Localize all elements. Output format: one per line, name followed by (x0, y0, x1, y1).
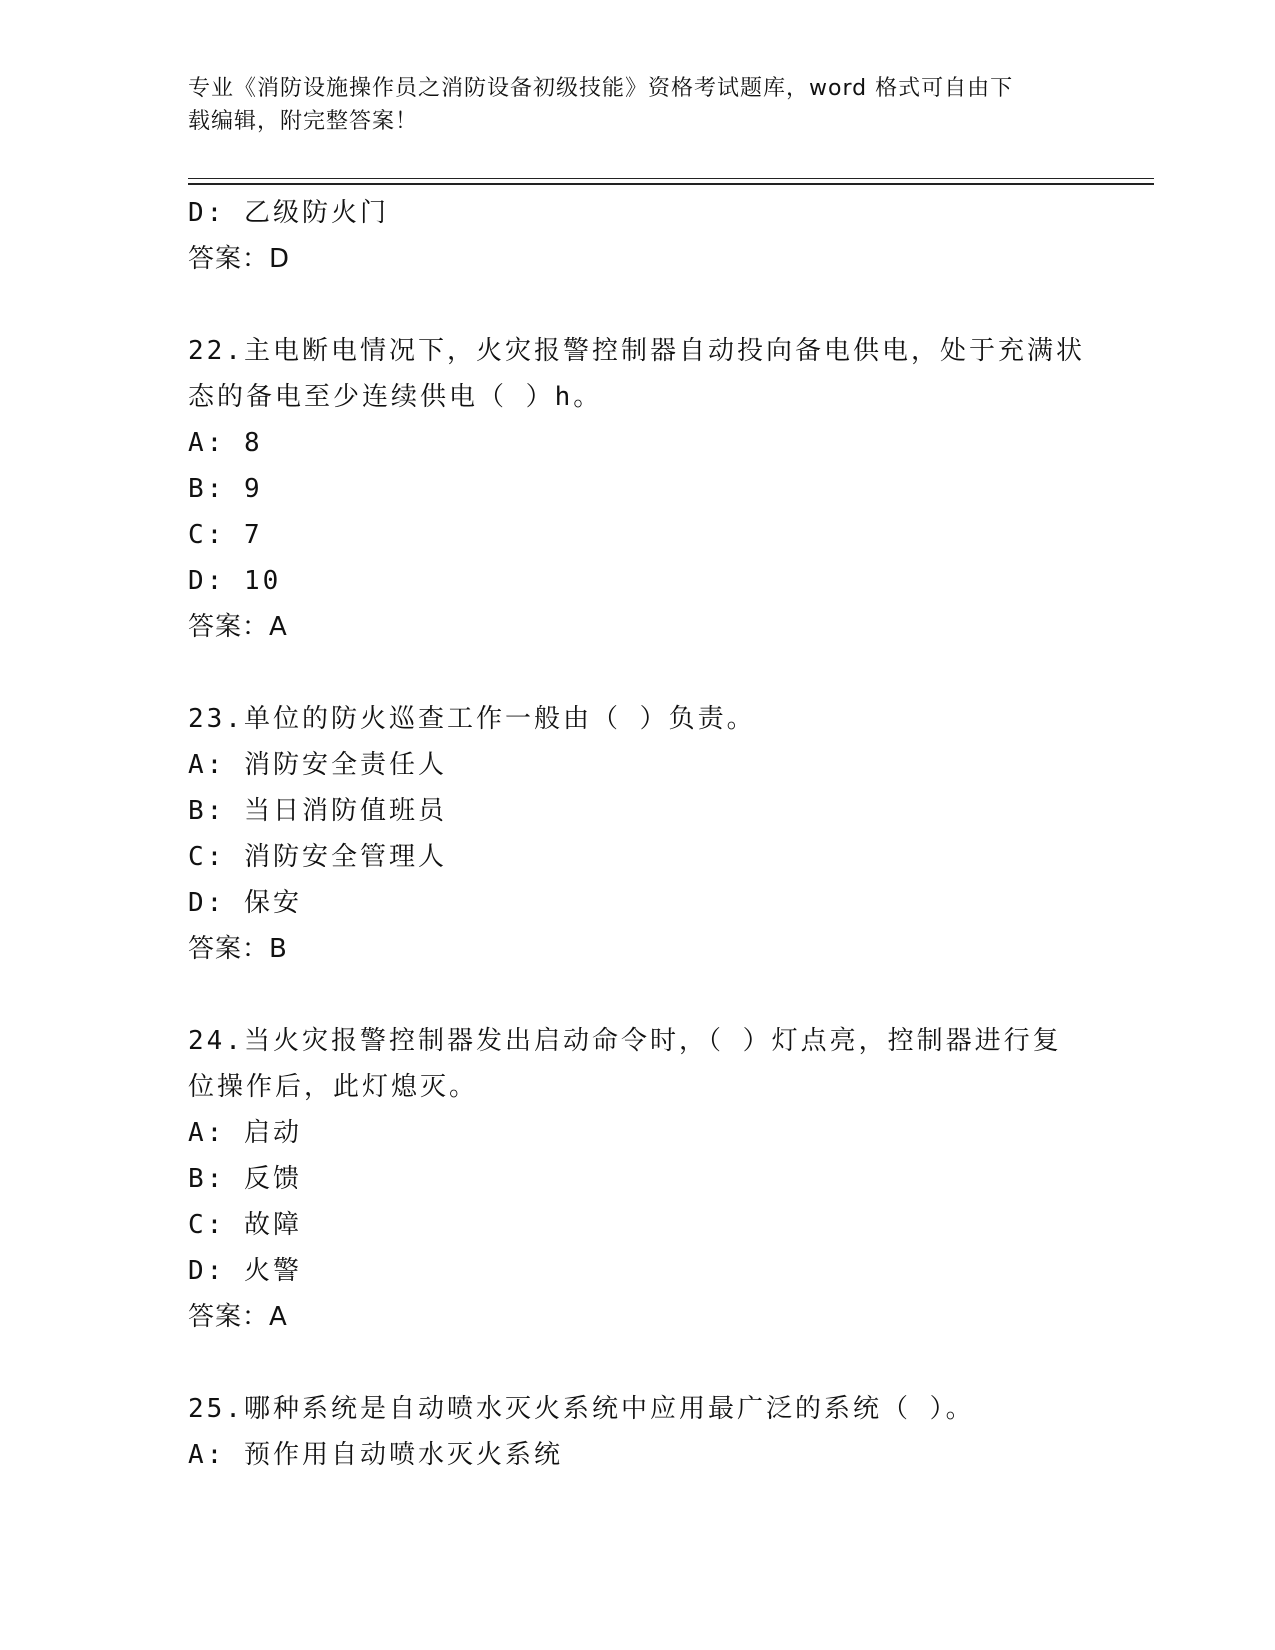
header-line-1: 专业《消防设施操作员之消防设备初级技能》资格考试题库，word 格式可自由下 (188, 76, 1014, 101)
question-stem-line: 24.当火灾报警控制器发出启动命令时，（ ）灯点亮，控制器进行复 (188, 1026, 1062, 1056)
option-c: C: 故障 (188, 1210, 302, 1240)
question-stem-line: 23.单位的防火巡查工作一般由（ ）负责。 (188, 704, 756, 734)
question-21-tail (188, 190, 1088, 282)
option-c: C: 7 (188, 520, 263, 550)
option-a: A: 启动 (188, 1118, 302, 1148)
option-a: A: 消防安全责任人 (188, 750, 447, 780)
option-c: C: 消防安全管理人 (188, 842, 447, 872)
option-d: D: 火警 (188, 1256, 302, 1286)
answer-line: 答案：A (188, 612, 288, 642)
question-stem-line: 25.哪种系统是自动喷水灭火系统中应用最广泛的系统（ ）。 (188, 1394, 975, 1424)
question-25 (188, 1386, 1088, 1478)
spacer (188, 1340, 1088, 1386)
option-b: B: 9 (188, 474, 263, 504)
answer-line: 答案：A (188, 1302, 288, 1332)
option-d: D: 保安 (188, 888, 302, 918)
question-stem-line: 态的备电至少连续供电（ ）h。 (188, 382, 603, 412)
option-d: D: 乙级防火门 (188, 198, 389, 228)
option-b: B: 当日消防值班员 (188, 796, 447, 826)
option-d: D: 10 (188, 566, 282, 596)
header-line-2: 载编辑，附完整答案！ (188, 109, 419, 134)
spacer (188, 282, 1088, 328)
option-a: A: 8 (188, 428, 263, 458)
question-stem-line: 位操作后，此灯熄灭。 (188, 1072, 479, 1102)
question-23 (188, 696, 1088, 972)
option-a: A: 预作用自动喷水灭火系统 (188, 1440, 563, 1470)
question-list (188, 190, 1088, 1478)
document-header (188, 72, 1078, 138)
question-stem-line: 22.主电断电情况下，火灾报警控制器自动投向备电供电，处于充满状 (188, 336, 1085, 366)
header-divider-thin (188, 178, 1154, 179)
header-divider-thick (188, 183, 1154, 185)
question-24 (188, 1018, 1088, 1340)
question-22 (188, 328, 1088, 650)
spacer (188, 650, 1088, 696)
answer-line: 答案：B (188, 934, 288, 964)
spacer (188, 972, 1088, 1018)
answer-line: 答案：D (188, 244, 291, 274)
option-b: B: 反馈 (188, 1164, 302, 1194)
